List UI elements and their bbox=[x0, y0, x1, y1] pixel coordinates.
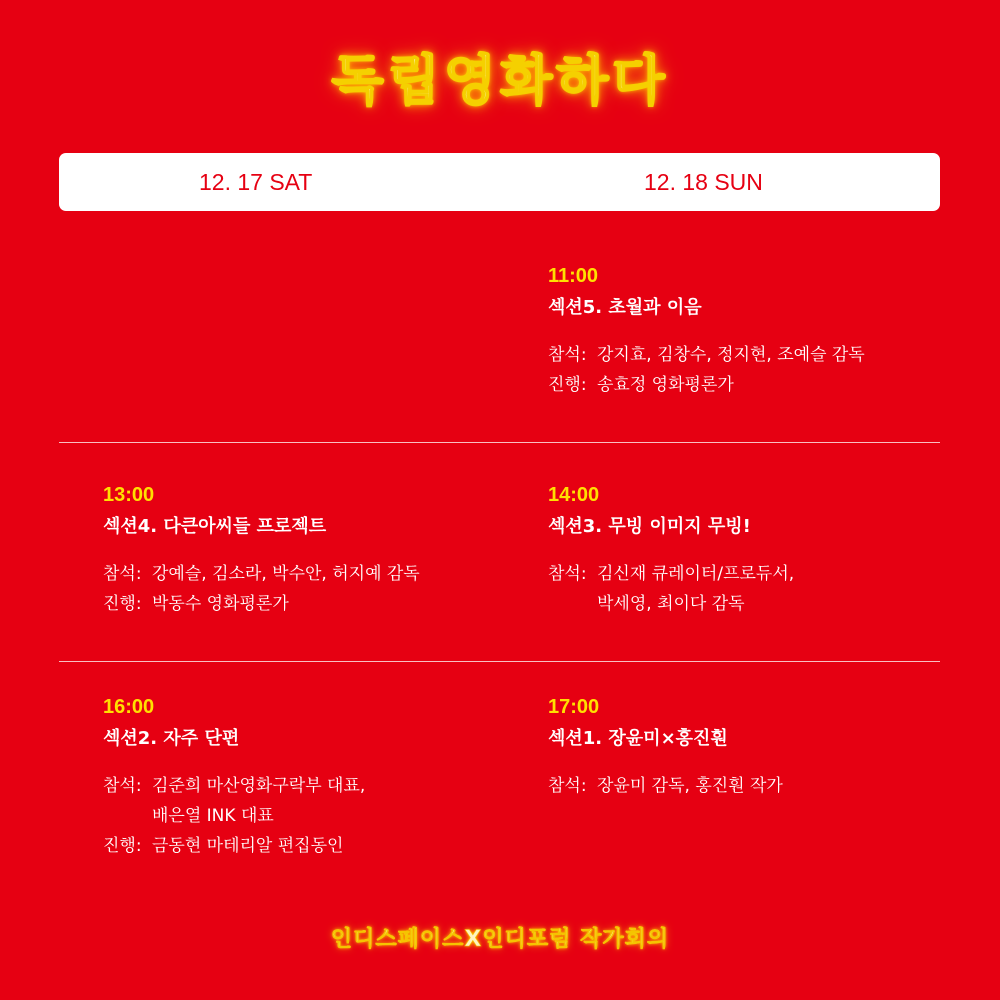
session-title: 섹션1. 장윤미×홍진훤 bbox=[548, 728, 728, 749]
attend-label: 참석: bbox=[548, 564, 587, 584]
session-title: 섹션3. 무빙 이미지 무빙! bbox=[548, 516, 751, 537]
session-4 bbox=[103, 483, 503, 619]
session-title: 섹션4. 다큰아씨들 프로젝트 bbox=[103, 516, 327, 537]
attend-label: 참석: bbox=[103, 776, 142, 796]
attendees: 장윤미 감독, 홍진훤 작가 bbox=[597, 776, 783, 796]
session-time: 17:00 bbox=[548, 696, 600, 718]
attendees: 강예슬, 김소라, 박수안, 허지예 감독 bbox=[152, 564, 420, 584]
attendees-continued: 배은열 INK 대표 bbox=[152, 806, 274, 826]
attend-label: 참석: bbox=[548, 345, 587, 365]
host-label: 진행: bbox=[103, 836, 142, 856]
session-title: 섹션5. 초월과 이음 bbox=[548, 297, 702, 318]
attendees-continued: 박세영, 최이다 감독 bbox=[597, 594, 745, 614]
session-participants bbox=[548, 771, 948, 801]
date-sunday: 12. 18 SUN bbox=[644, 169, 763, 195]
session-5 bbox=[548, 264, 948, 400]
date-header-bar bbox=[59, 153, 940, 211]
session-time: 16:00 bbox=[103, 696, 155, 718]
host: 박동수 영화평론가 bbox=[152, 594, 289, 614]
session-time: 14:00 bbox=[548, 484, 600, 506]
attend-label: 참석: bbox=[103, 564, 142, 584]
session-participants bbox=[103, 771, 503, 861]
divider bbox=[59, 661, 940, 662]
page-title: 독립영화하다 bbox=[331, 49, 669, 112]
session-3 bbox=[548, 483, 948, 619]
session-2 bbox=[103, 695, 503, 861]
session-time: 13:00 bbox=[103, 484, 155, 506]
footer-event-name: 인디스페이스X인디포럼 작가회의 bbox=[330, 927, 670, 952]
session-time: 11:00 bbox=[548, 265, 599, 287]
host: 금동현 마테리알 편집동인 bbox=[152, 836, 344, 856]
divider bbox=[59, 442, 940, 443]
session-participants bbox=[548, 340, 948, 400]
attend-label: 참석: bbox=[548, 776, 587, 796]
host-label: 진행: bbox=[103, 594, 142, 614]
session-title: 섹션2. 자주 단편 bbox=[103, 728, 240, 749]
date-saturday: 12. 17 SAT bbox=[199, 169, 313, 195]
host-label: 진행: bbox=[548, 375, 587, 395]
attendees: 김신재 큐레이터/프로듀서, bbox=[597, 564, 795, 584]
session-participants bbox=[548, 559, 948, 619]
session-participants bbox=[103, 559, 503, 619]
session-1 bbox=[548, 695, 948, 801]
attendees: 강지효, 김창수, 정지현, 조예슬 감독 bbox=[597, 345, 865, 365]
attendees: 김준희 마산영화구락부 대표, bbox=[152, 776, 366, 796]
host: 송효정 영화평론가 bbox=[597, 375, 734, 395]
